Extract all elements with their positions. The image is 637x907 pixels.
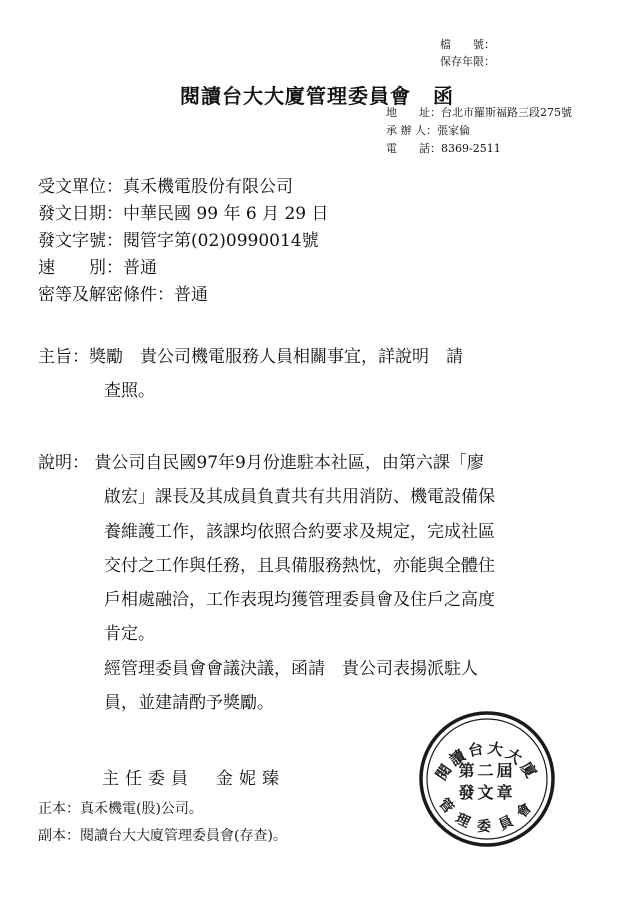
handler-value: 張家倫 xyxy=(437,124,470,137)
seal-bottom-text: 管理委員會 xyxy=(435,795,539,836)
recipient-label: 受文單位： xyxy=(38,177,123,197)
explanation-line: 員，並建請酌予獎勵。 xyxy=(104,693,274,714)
explanation-line: 養維護工作，該課均依照合約要求及規定，完成社區 xyxy=(104,521,495,542)
explanation-line: 肯定。 xyxy=(104,624,155,645)
speed-colon: ： xyxy=(106,258,123,278)
seal-center-line1: 第二屆 xyxy=(458,761,516,780)
doc-no-label: 發文字號： xyxy=(38,231,123,251)
explanation-line: 經管理委員會會議決議，函請 貴公司表揚派駐人 xyxy=(104,658,478,679)
retention-value xyxy=(495,53,525,70)
signer-name: 金妮臻 xyxy=(216,769,285,789)
phone-label: 電 話： xyxy=(386,142,441,155)
explanation-line: 戶相處融洽，工作表現均獲管理委員會及住戶之高度 xyxy=(104,590,495,611)
explanation-label: 說明： xyxy=(38,453,89,473)
date-label: 發文日期： xyxy=(38,204,123,224)
subject-line: 查照。 xyxy=(104,381,155,401)
handler-label: 承 辦 人： xyxy=(386,124,437,137)
seal-top-text: 閱讀台大大廈 xyxy=(432,738,542,784)
subject-label: 主旨： xyxy=(38,347,89,367)
retention-label: 保存年限： xyxy=(440,55,495,68)
explanation-section xyxy=(38,446,613,720)
recipient-value: 真禾機電股份有限公司 xyxy=(123,177,293,197)
letter-type: 函 xyxy=(433,84,454,108)
signer-title: 主任委員 xyxy=(102,769,194,789)
signer xyxy=(102,764,285,789)
subject-line: 獎勵 貴公司機電服務人員相關事宜，詳說明 請 xyxy=(89,347,463,367)
seal-center-line2: 發文章 xyxy=(458,783,516,802)
subject-section xyxy=(38,340,598,408)
phone-value: 8369-2511 xyxy=(441,142,501,155)
explanation-line: 貴公司自民國97年9月份進駐本社區，由第六課「廖 xyxy=(89,453,484,473)
speed-label: 速 別 xyxy=(38,258,106,278)
file-meta xyxy=(440,36,525,70)
original-copy: 正本：真禾機電(股)公司。 xyxy=(38,801,203,817)
explanation-line: 交付之工作與任務，且具備服務熱忱，亦能與全體住 xyxy=(104,555,495,576)
issuing-org: 閱讀台大大廈管理委員會 xyxy=(180,84,411,108)
file-no-value xyxy=(495,36,525,53)
doc-no-value: 閱管字第(02)0990014號 xyxy=(123,231,319,251)
explanation-line: 啟宏」課長及其成員負責共有共用消防、機電設備保 xyxy=(104,487,495,508)
duplicate-copy: 副本：閱讀台大大廈管理委員會(存查)。 xyxy=(38,828,287,844)
file-no-label: 檔 號： xyxy=(440,38,495,51)
contact-block xyxy=(386,104,572,158)
secrecy-value: 普通 xyxy=(174,285,208,305)
letter-meta xyxy=(38,174,329,309)
official-seal xyxy=(418,710,556,848)
address-label: 地 址： xyxy=(386,106,441,119)
copies-block xyxy=(38,796,287,850)
address-value: 台北市羅斯福路三段275號 xyxy=(441,106,572,119)
date-value: 中華民國 99 年 6 月 29 日 xyxy=(123,204,329,224)
speed-value: 普通 xyxy=(123,258,157,278)
secrecy-label: 密等及解密條件： xyxy=(38,285,174,305)
